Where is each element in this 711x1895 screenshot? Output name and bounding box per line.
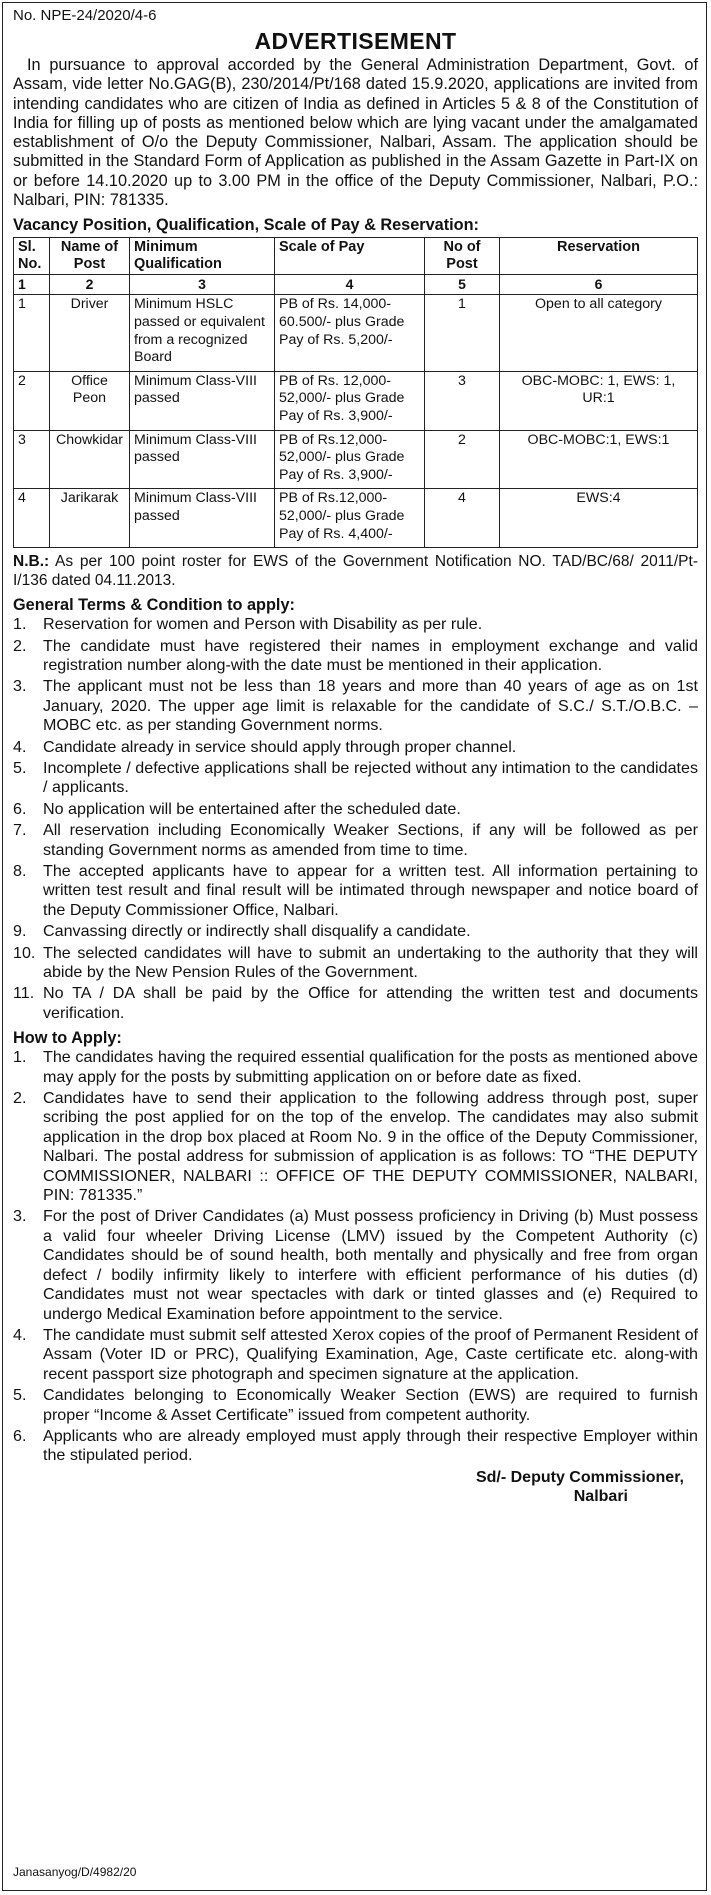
item-number: 3. [13,1207,27,1226]
cell-qualification: Minimum Class-VIII passed [130,489,275,548]
advertisement [2,2,707,1891]
item-text: For the post of Driver Candidates (a) Must possess proficiency in Driving (b) Must possess a valid four wheeler Driving License (LMV) issued by the Competent Authority (c) Candidates should be of sound health, both mentally and physically and free from organ defect / bodily infirmity likely to interfere with efficient performance of his duties (d) Candidates must not wear spectacles with dark or tinted glasses and (e) Required to undergo Medical Examination before appointment to the service. [43,1207,698,1323]
column-number: 6 [500,275,698,295]
cell-sl: 2 [14,371,50,430]
item-number: 7. [13,821,27,840]
item-number: 6. [13,1426,27,1445]
list-item [13,1048,698,1087]
item-text: Candidates have to send their application to the following address through post, super scribing the post applied for on the top of the envelop. The candidates may also submit application in the drop box placed at Room No. 9 in the office of the Deputy Commissioner, Nalbari. The postal address for submission of application is as follows: TO “THE DEPUTY COMMISSIONER, NALBARI :: OFFICE OF THE DEPUTY COMMISSIONER, NALBARI, PIN: 781335.” [43,1089,698,1205]
item-number: 1. [13,615,27,634]
item-number: 10. [13,943,36,962]
list-item [13,944,698,983]
list-item [13,821,698,860]
table-row [14,371,698,430]
item-text: No application will be entertained after the scheduled date. [43,799,461,818]
item-text: Candidates belonging to Economically Weaker Section (EWS) are required to furnish proper “Income & Asset Certificate” issued from competent authority. [43,1386,698,1424]
signature-block [13,1468,698,1506]
terms-list [13,615,698,1023]
nb-note [13,552,698,590]
item-number: 3. [13,677,27,696]
column-number: 5 [425,275,500,295]
item-number: 5. [13,1386,27,1405]
item-number: 4. [13,737,27,756]
list-item [13,1386,698,1425]
list-item [13,759,698,798]
cell-pay: PB of Rs.12,000-52,000/- plus Grade Pay of Rs. 3,900/- [275,430,425,489]
item-number: 2. [13,1089,27,1108]
item-text: Incomplete / defective applications shall be rejected without any intimation to the candidates / applicants. [43,758,698,797]
signature-title: Sd/- Deputy Commissioner, [475,1468,684,1486]
item-text: The candidate must have registered their names in employment exchange and valid registration number along-with the date must be mentioned in their application. [43,636,698,674]
header-cell: Reservation [500,238,698,275]
table-row [14,489,698,548]
item-number: 9. [13,922,27,941]
table-header-row [14,238,698,275]
column-number: 4 [275,275,425,295]
cell-post: Driver [50,295,130,371]
item-text: Applicants who are already employed must apply through their respective Employer within the stipulated period. [43,1426,698,1465]
item-text: The accepted applicants have to appear for a written test. All information pertaining to written test result and final result will be intimated through newspaper and notice board of the Deputy Commissioner Office, Nalbari. [43,861,698,919]
item-text: The selected candidates will have to submit an undertaking to the authority that they will abide by the New Pension Rules of the Government. [43,943,698,981]
list-item [13,677,698,735]
column-number-row [14,275,698,295]
column-number: 3 [130,275,275,295]
cell-reservation: OBC-MOBC:1, EWS:1 [500,430,698,489]
cell-qualification: Minimum Class-VIII passed [130,430,275,489]
item-text: Reservation for women and Person with Disability as per rule. [43,615,483,634]
cell-pay: PB of Rs.12,000-52,000/- plus Grade Pay of Rs. 4,400/- [275,489,425,548]
signature-place: Nalbari [573,1487,628,1505]
table-row [14,430,698,489]
list-item [13,862,698,920]
item-number: 8. [13,861,27,880]
item-number: 4. [13,1325,27,1344]
advertisement-title: ADVERTISEMENT [254,28,457,54]
intro-paragraph: In pursuance to approval accorded by the General Administration Department, Govt. of Assam, vide letter No.GAG(B), 230/2014/Pt/168 dated 15.9.2020, applications are invited from intending candidates who are citizen of India as defined in Articles 5 & 8 of the Constitution of India for filling up of posts as mentioned below which are lying vacant under the amalgamated establishment of O/o the Deputy Commissioner, Nalbari, Assam. The application should be submitted in the Standard Form of Application as published in the Assam Gazette in Part-IX on or before 14.10.2020 up to 3.00 PM in the office of the Deputy Commissioner, Nalbari, P.O.: Nalbari, PIN: 781335. [13,56,698,210]
item-number: 5. [13,758,27,777]
list-item [13,1326,698,1384]
cell-qualification: Minimum Class-VIII passed [130,371,275,430]
list-item [13,1089,698,1205]
cell-pay: PB of Rs. 14,000-60.500/- plus Grade Pay of Rs. 5,200/- [275,295,425,371]
item-text: Canvassing directly or indirectly shall disqualify a candidate. [43,922,471,941]
list-item [13,615,698,634]
item-number: 2. [13,636,27,655]
list-item [13,800,698,819]
cell-count: 1 [425,295,500,371]
column-number: 1 [14,275,50,295]
item-number: 1. [13,1048,27,1067]
vacancy-heading: Vacancy Position, Qualification, Scale of Pay & Reservation: [13,216,479,235]
cell-sl: 4 [14,489,50,548]
item-text: The candidates having the required essential qualification for the posts as mentioned above may apply for the posts by submitting application on or before date as fixed. [43,1048,698,1086]
item-text: The applicant must not be less than 18 years and more than 40 years of age as on 1st January, 2020. The upper age limit is relaxable for the candidate of S.C./ S.T./O.B.C. – MOBC etc. as per standing Government norms. [43,677,698,735]
list-item [13,922,698,941]
item-number: 6. [13,799,27,818]
nb-text: As per 100 point roster for EWS of the Government Notification NO. TAD/BC/68/ 2011/Pt-I/136 dated 04.11.2013. [13,553,698,590]
publication-code: Janasanyog/D/4982/20 [13,1864,137,1879]
cell-post: Jarikarak [50,489,130,548]
header-cell: No of Post [425,238,500,275]
header-cell: Minimum Qualification [130,238,275,275]
cell-count: 2 [425,430,500,489]
header-cell: Sl. No. [14,238,50,275]
reference-number: No. NPE-24/2020/4-6 [13,7,157,24]
cell-post: Chowkidar [50,430,130,489]
list-item [13,738,698,757]
cell-pay: PB of Rs. 12,000-52,000/- plus Grade Pay of Rs. 3,900/- [275,371,425,430]
item-number: 11. [13,984,35,1003]
cell-post: Office Peon [50,371,130,430]
item-text: No TA / DA shall be paid by the Office for attending the written test and documents verification. [43,984,698,1022]
list-item [13,637,698,676]
how-to-apply-heading: How to Apply: [13,1029,122,1048]
cell-reservation: EWS:4 [500,489,698,548]
list-item [13,1427,698,1466]
how-to-apply-list [13,1048,698,1466]
cell-count: 4 [425,489,500,548]
list-item [13,984,698,1023]
cell-sl: 1 [14,295,50,371]
cell-qualification: Minimum HSLC passed or equivalent from a recognized Board [130,295,275,371]
header-cell: Name of Post [50,238,130,275]
item-text: The candidate must submit self attested Xerox copies of the proof of Permanent Resident of Assam (Voter ID or PRC), Qualifying Examination, Age, Caste certificate etc. along-with recent passport size photograph and specimen signature at the application. [43,1325,698,1383]
terms-heading: General Terms & Condition to apply: [13,596,295,615]
header-cell: Scale of Pay [275,238,425,275]
table-row [14,295,698,371]
nb-label: N.B.: [13,553,50,571]
cell-reservation: Open to all category [500,295,698,371]
cell-count: 3 [425,371,500,430]
cell-reservation: OBC-MOBC: 1, EWS: 1, UR:1 [500,371,698,430]
item-text: All reservation including Economically Weaker Sections, if any will be followed as per standing Government norms as amended from time to time. [43,821,698,859]
column-number: 2 [50,275,130,295]
cell-sl: 3 [14,430,50,489]
vacancy-table [13,237,698,548]
item-text: Candidate already in service should apply through proper channel. [43,737,517,756]
list-item [13,1207,698,1323]
